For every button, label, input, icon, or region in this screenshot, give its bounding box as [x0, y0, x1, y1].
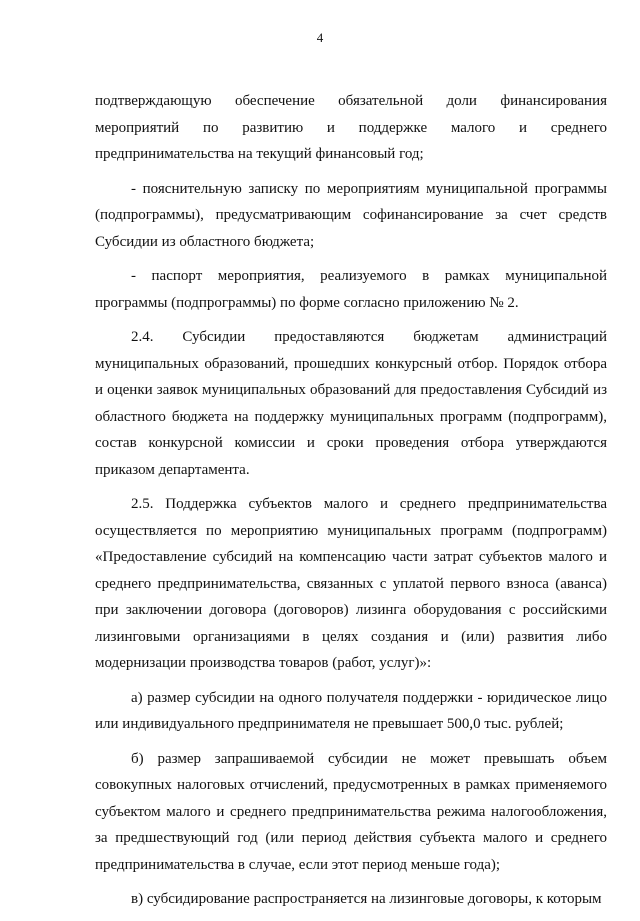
paragraph-item-b: б) размер запрашиваемой субсидии не может превышать объем совокупных налоговых отчислений, предусмотренных в рамках применяемого субъектом малого и среднего предпринимательства режима налогообложения, за предшествующий год (или период действия субъекта малого и среднего предпринимательства в случае, если этот период меньше года);	[95, 750, 607, 873]
paragraph-2-5: 2.5. Поддержка субъектов малого и среднего предпринимательства осуществляется по мероприятию муниципальных программ (подпрограмм) «Предоставление субсидий на компенсацию части затрат субъектов малого и среднего предпринимательства, связанных с уплатой первого взноса (аванса) при заключении договора (договоров) лизинга оборудования с российскими лизинговыми организациями в целях создания и (или) развития либо модернизации производства товаров (работ, услуг)»:	[95, 496, 607, 671]
paragraph-2-4: 2.4. Субсидии предоставляются бюджетам администраций муниципальных образований, прошедших конкурсный отбор. Порядок отбора и оценки заявок муниципальных образований для предоставления Субсидий из областного бюджета на поддержку муниципальных программ (подпрограмм), состав конкурсной комиссии и сроки проведения отбора утверждаются приказом департамента.	[95, 329, 607, 478]
page-number: 4	[316, 30, 324, 45]
document-body	[95, 88, 607, 921]
paragraph-explanatory-note: - пояснительную записку по мероприятиям муниципальной программы (подпрограммы), предусматривающим софинансирование за счет средств Субсидии из областного бюджета;	[95, 180, 607, 250]
paragraph-item-v: в) субсидирование распространяется на лизинговые договоры, к которым	[131, 891, 602, 907]
paragraph-item-a: а) размер субсидии на одного получателя поддержки - юридическое лицо или индивидуального предпринимателя не превышает 500,0 тыс. рублей;	[95, 689, 607, 732]
paragraph-passport: - паспорт мероприятия, реализуемого в рамках муниципальной программы (подпрограммы) по форме согласно приложению № 2.	[95, 268, 607, 311]
paragraph-continuation: подтверждающую обеспечение обязательной доли финансирования мероприятий по развитию и поддержке малого и среднего предпринимательства на текущий финансовый год;	[95, 93, 607, 162]
